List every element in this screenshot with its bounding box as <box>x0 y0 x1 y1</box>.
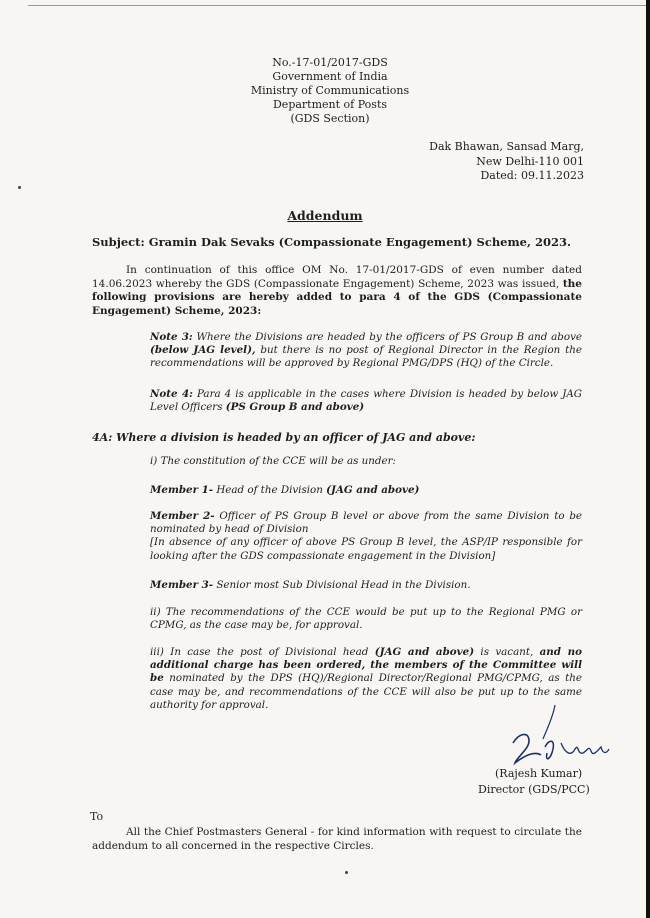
signatory-name: (Rajesh Kumar) <box>495 767 583 780</box>
intro-bold-text: the following provisions are hereby added to para 4 of the GDS (Compassionate Engagement) Scheme, 2023: <box>92 277 582 317</box>
to-label: To <box>90 810 104 823</box>
handwritten-signature <box>505 703 615 775</box>
note-4 <box>150 388 582 414</box>
signatory-designation: Director (GDS/PCC) <box>478 783 590 796</box>
note-3-text-1: Where the Divisions are headed by the officers of PS Group B and above <box>192 331 582 343</box>
item-ii: ii) The recommendations of the CCE would be put up to the Regional PMG or CPMG, as the case may be, for approval. <box>150 606 582 632</box>
scan-top-border <box>28 5 648 6</box>
item-iii-text-2: is vacant, <box>474 646 540 658</box>
letterhead <box>230 56 430 126</box>
note-3-text-2: but there is no post of Regional Director in the Region the recommendations will be approved by Regional PMG/DPS (HQ) of the Circle. <box>150 344 582 370</box>
member-1-text: Head of the Division <box>213 484 327 496</box>
note-3-label: Note 3: <box>150 331 193 343</box>
note-4-label: Note 4: <box>150 388 193 400</box>
member-2-text: Officer of PS Group B level or above from the same Division to be nominated by head of Division <box>150 510 582 536</box>
subject-line: Subject: Gramin Dak Sevaks (Compassionate Engagement) Scheme, 2023. <box>92 235 572 249</box>
member-2-note: [In absence of any officer of above PS Group B level, the ASP/IP responsible for looking after the GDS compassionate engagement in the Division] <box>150 536 582 562</box>
section-4a-heading: 4A: Where a division is headed by an officer of JAG and above: <box>92 431 476 444</box>
member-3-text: Senior most Sub Divisional Head in the Division. <box>213 579 471 591</box>
document-title: Addendum <box>287 208 363 223</box>
letterhead-line-1: Government of India <box>272 70 388 83</box>
note-4-bold: (PS Group B and above) <box>225 401 365 414</box>
member-1-bold: (JAG and above) <box>326 484 420 496</box>
intro-paragraph <box>92 264 582 318</box>
note-3 <box>150 331 582 371</box>
letterhead-line-2: Ministry of Communications <box>250 84 410 97</box>
member-1 <box>150 484 582 497</box>
note-3-bold: (below JAG level), <box>150 344 256 357</box>
scan-speck <box>345 871 348 874</box>
note-4-text: Para 4 is applicable in the cases where Division is headed by below JAG Level Officers <box>150 388 583 414</box>
member-2 <box>150 510 582 563</box>
member-3 <box>150 579 582 592</box>
item-iii-text-3: nominated by the DPS (HQ)/Regional Director/Regional PMG/CPMG, as the case may be, and recommendations of the CCE will also be put up to the same authority for approval. <box>150 672 582 711</box>
scan-right-edge <box>646 0 650 918</box>
address-line-1: Dak Bhawan, Sansad Marg, <box>429 140 584 153</box>
intro-text: In continuation of this office OM No. 17-01/2017-GDS of even number dated 14.06.2023 whereby the GDS (Compassionate Engagement) Scheme, 2023 was issued, <box>92 264 582 290</box>
item-iii-bold-1: (JAG and above) <box>374 646 475 658</box>
letterhead-line-4: (GDS Section) <box>290 112 370 125</box>
address-line-2: New Delhi-110 001 <box>476 154 584 168</box>
member-3-label: Member 3- <box>150 579 214 591</box>
item-i: i) The constitution of the CCE will be as under: <box>150 455 396 467</box>
letterhead-line-3: Department of Posts <box>272 98 388 111</box>
file-number: No.-17-01/2017-GDS <box>272 56 388 69</box>
member-1-label: Member 1- <box>150 484 214 496</box>
closing-paragraph: All the Chief Postmasters General - for kind information with request to circulate the addendum to all concerned in the respective Circles. <box>92 826 582 852</box>
scan-speck <box>18 186 21 189</box>
item-iii-bold-2: and no additional charge has been ordered, the members of the Committee will be <box>150 646 582 685</box>
document-date: Dated: 09.11.2023 <box>480 169 584 182</box>
item-iii-text-1: iii) In case the post of Divisional head <box>150 646 375 658</box>
address-block <box>384 140 584 184</box>
member-2-label: Member 2- <box>150 510 215 522</box>
